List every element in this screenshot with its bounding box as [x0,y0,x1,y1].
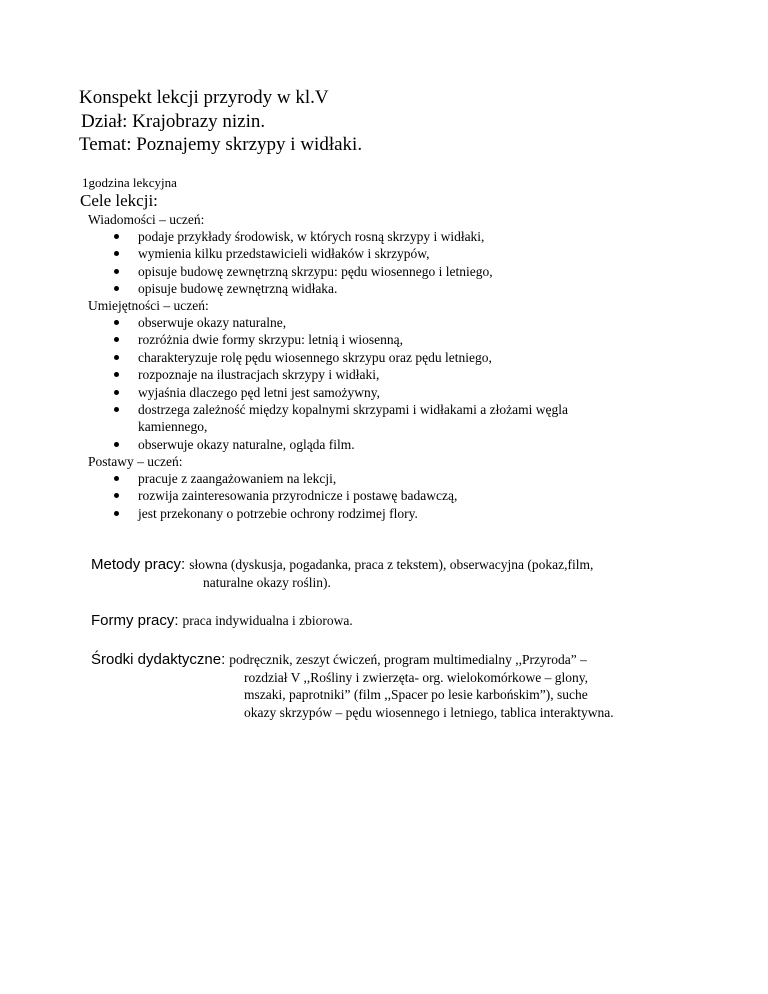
forms-text: praca indywidualna i zbiorowa. [182,613,353,628]
resources-label: Środki dydaktyczne: [91,651,226,668]
attitudes-list [113,470,693,522]
resources-text-cont: mszaki, paprotniki” (film ,,Spacer po lesie karbońskim”), suche [244,687,588,702]
list-item: rozpoznaje na ilustracjach skrzypy i widłaki, [113,366,583,383]
list-item: opisuje budowę zewnętrzną skrzypu: pędu wiosennego i letniego, [113,263,693,280]
list-item: podaje przykłady środowisk, w których rosną skrzypy i widłaki, [113,228,693,245]
list-item: jest przekonany o potrzebie ochrony rodzimej flory. [113,505,693,522]
list-item: pracuje z zaangażowaniem na lekcji, [113,470,693,487]
skills-label: Umiejętności – uczeń: [88,298,209,313]
topic-line: Temat: Poznajemy skrzypy i widłaki. [79,134,363,155]
list-item: charakteryzuje rolę pędu wiosennego skrzypu oraz pędu letniego, [113,349,583,366]
section-line: Dział: Krajobrazy nizin. [81,111,266,132]
list-item: obserwuje okazy naturalne, [113,314,583,331]
list-item: rozróżnia dwie formy skrzypu: letnią i wiosenną, [113,331,583,348]
forms-label: Formy pracy: [91,612,179,629]
list-item: obserwuje okazy naturalne, ogląda film. [113,436,583,453]
methods-label: Metody pracy: [91,556,186,573]
doc-title: Konspekt lekcji przyrody w kl.V [79,87,329,108]
knowledge-list [113,228,693,298]
methods-text: słowna (dyskusja, pogadanka, praca z tekstem), obserwacyjna (pokaz,film, [189,557,594,572]
resources-text-cont: okazy skrzypów – pędu wiosennego i letniego, tablica interaktywna. [244,705,614,720]
methods-row [91,556,593,574]
lesson-duration: 1godzina lekcyjna [82,175,177,190]
methods-text-cont: naturalne okazy roślin). [203,575,331,590]
resources-row [91,651,587,669]
resources-text: podręcznik, zeszyt ćwiczeń, program multimedialny ,,Przyroda” – [229,652,587,667]
list-item: dostrzega zależność między kopalnymi skrzypami i widłakami a złożami węgla kamiennego, [113,401,583,436]
list-item: wyjaśnia dlaczego pęd letni jest samożywny, [113,384,583,401]
skills-list [113,314,583,453]
forms-row [91,612,353,630]
knowledge-label: Wiadomości – uczeń: [88,212,205,227]
list-item: wymienia kilku przedstawicieli widłaków i skrzypów, [113,245,693,262]
list-item: rozwija zainteresowania przyrodnicze i postawę badawczą, [113,487,693,504]
goals-heading: Cele lekcji: [80,191,158,210]
attitudes-label: Postawy – uczeń: [88,454,183,469]
resources-text-cont: rozdział V ,,Rośliny i zwierzęta- org. wielokomórkowe – glony, [244,670,589,685]
list-item: opisuje budowę zewnętrzną widłaka. [113,280,693,297]
